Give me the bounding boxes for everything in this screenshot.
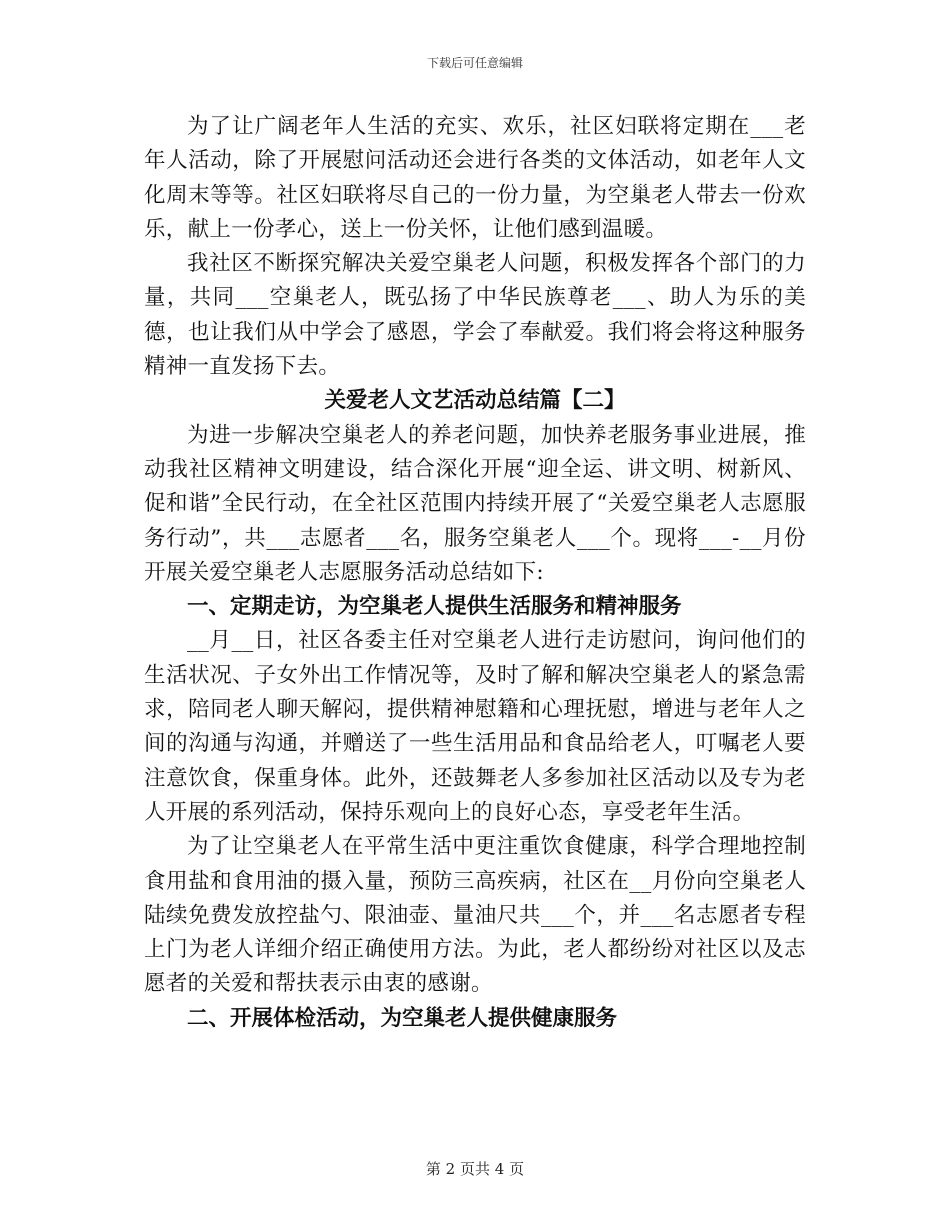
paragraph-4: __月__日，社区各委主任对空巢老人进行走访慰问，询问他们的生活状况、子女外出工作情况等，及时了解和解决空巢老人的紧急需求，陪同老人聊天解闷，提供精神慰籍和心理抚慰，增进与老年人之间的沟通与沟通，并赠送了一些生活用品和食品给老人，叮嘱老人要注意饮食，保重身体。此外，还鼓舞老人多参加社区活动以及专为老人开展的系列活动，保持乐观向上的良好心态，享受老年生活。	[144, 628, 806, 825]
page-number-footer: 第 2 页共 4 页	[425, 1160, 525, 1178]
paragraph-1: 为了让广阔老年人生活的充实、欢乐，社区妇联将定期在___老年人活动，除了开展慰问活动还会进行各类的文体活动，如老年人文化周末等等。社区妇联将尽自己的一份力量，为空巢老人带去一份欢乐，献上一份孝心，送上一份关怀，让他们感到温暖。	[144, 114, 806, 242]
document-body	[144, 110, 806, 1036]
section-title: 关爱老人文艺活动总结篇【二】	[324, 388, 626, 414]
paragraph-2: 我社区不断探究解决关爱空巢老人问题，积极发挥各个部门的力量，共同___空巢老人，既弘扬了中华民族尊老___、助人为乐的美德，也让我们从中学会了感恩，学会了奉献爱。我们将会将这种服务精神一直发扬下去。	[144, 251, 806, 380]
subheading-1: 一、定期走访，为空巢老人提供生活服务和精神服务	[187, 594, 682, 620]
paragraph-3: 为进一步解决空巢老人的养老问题，加快养老服务事业进展，推动我社区精神文明建设，结合深化开展“迎全运、讲文明、树新风、促和谐”全民行动，在全社区范围内持续开展了“关爱空巢老人志愿服务行动”，共___志愿者___名，服务空巢老人___个。现将___-__月份开展关爱空巢老人志愿服务活动总结如下:	[144, 422, 806, 585]
paragraph-5: 为了让空巢老人在平常生活中更注重饮食健康，科学合理地控制食用盐和食用油的摄入量，预防三高疾病，社区在__月份向空巢老人陆续免费发放控盐勺、限油壶、量油尺共___个，并___名志愿者专程上门为老人详细介绍正确使用方法。为此，老人都纷纷对社区以及志愿者的关爱和帮扶表示由衷的感谢。	[144, 834, 806, 997]
subheading-2: 二、开展体检活动，为空巢老人提供健康服务	[187, 1005, 618, 1031]
page-header-note: 下载后可任意编辑	[426, 56, 523, 70]
